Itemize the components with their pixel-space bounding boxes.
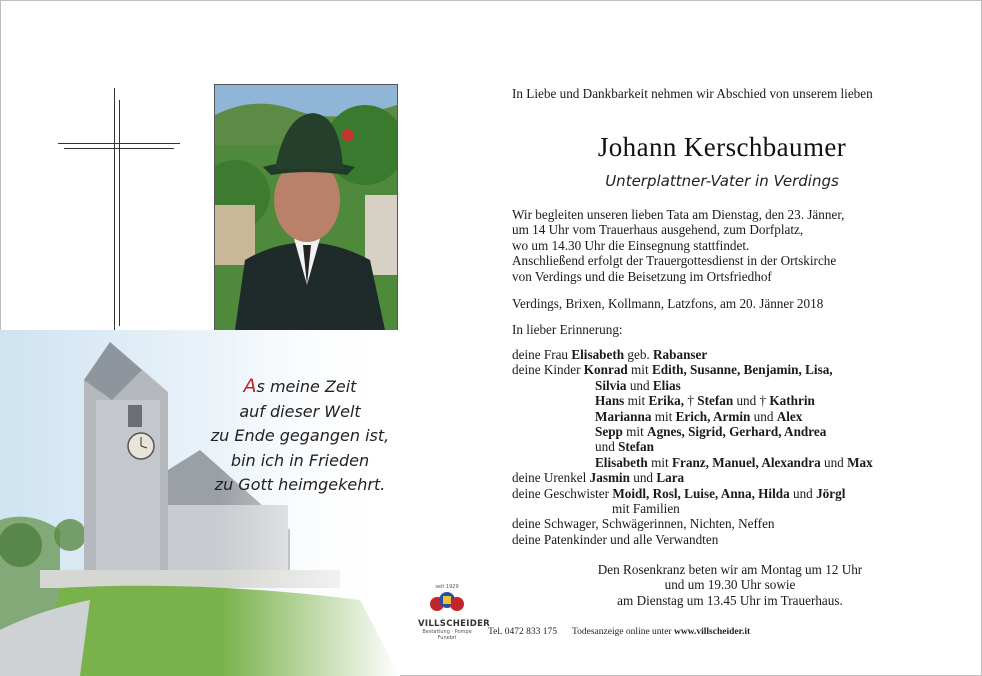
rosary-line: am Dienstag um 13.45 Uhr im Trauerhaus. — [617, 592, 843, 608]
family-line: Hans mit Erika, † Stefan und † Kathrin — [595, 393, 815, 409]
funeral-line: Wir begleiten unseren lieben Tata am Dienstag, den 23. Jänner, — [512, 207, 845, 222]
online-text: Todesanzeige online unter — [572, 627, 672, 637]
family-list — [512, 347, 932, 547]
rosary-info — [530, 562, 930, 608]
family-line-wife: deine Frau Elisabeth geb. Rabanser — [512, 347, 708, 362]
intro-text: In Liebe und Dankbarkeit nehmen wir Abschied von unserem lieben — [512, 86, 873, 101]
family-line: Marianna mit Erich, Armin und Alex — [595, 408, 803, 424]
logo-subtitle: Bestattung · Pompe Funebri — [422, 629, 472, 641]
poem-line-1: s meine Zeit — [256, 377, 357, 396]
deceased-role: Unterplattner-Vater in Verdings — [605, 172, 839, 190]
villscheider-logo — [418, 584, 491, 641]
logo-since: seit 1929 — [435, 584, 459, 590]
funeral-line: Anschließend erfolgt der Trauergottesdienst in der Ortskirche — [512, 253, 837, 269]
poem-line-4: bin ich in Frieden — [230, 450, 370, 470]
poem — [200, 374, 400, 498]
family-line: Silvia und Elias — [595, 377, 681, 393]
poem-line-5: zu Gott heimgekehrt. — [214, 475, 386, 494]
place-date: Verdings, Brixen, Kollmann, Latzfons, am 20. Jänner 2018 — [512, 296, 824, 311]
portrait-photo — [214, 84, 398, 331]
funeral-line: wo um 14.30 Uhr die Einsegnung stattfindet. — [512, 237, 750, 253]
funeral-info — [512, 207, 922, 284]
rosary-line: Den Rosenkranz beten wir am Montag um 12 Uhr — [597, 562, 863, 577]
family-line: Sepp mit Agnes, Sigrid, Gerhard, Andrea — [595, 424, 827, 440]
family-line: und Stefan — [595, 439, 654, 455]
family-line: Elisabeth mit Franz, Manuel, Alexandra und Max — [595, 454, 873, 470]
family-line-children: deine Kinder Konrad mit Edith, Susanne, Benjamin, Lisa, — [512, 362, 833, 378]
poem-line-3: zu Ende gegangen ist, — [210, 426, 390, 445]
family-line-godchildren: deine Patenkinder und alle Verwandten — [512, 531, 719, 547]
funeral-line: von Verdings und die Beisetzung im Ortsfriedhof — [512, 268, 772, 284]
rosary-line: und um 19.30 Uhr sowie — [664, 577, 796, 593]
telephone: Tel. 0472 833 175 — [488, 627, 557, 637]
memory-heading: In lieber Erinnerung: — [512, 322, 623, 337]
deceased-name: Johann Kerschbaumer — [597, 132, 847, 162]
family-line-greatgrandchildren: deine Urenkel Jasmin und Lara — [512, 470, 685, 486]
family-line-inlaws: deine Schwager, Schwägerinnen, Nichten, Neffen — [512, 516, 775, 532]
poem-initial: A — [243, 375, 257, 397]
funeral-line: um 14 Uhr vom Trauerhaus ausgehend, zum Dorfplatz, — [512, 222, 804, 238]
crest-icon — [427, 590, 467, 614]
family-line: mit Familien — [612, 501, 680, 517]
logo-brand: VILLSCHEIDER — [418, 619, 491, 629]
poem-line-2: auf dieser Welt — [239, 401, 361, 421]
online-notice — [572, 627, 750, 637]
website-link[interactable]: www.villscheider.it — [673, 627, 751, 637]
family-line-siblings: deine Geschwister Moidl, Rosl, Luise, Anna, Hilda und Jörgl — [512, 485, 846, 501]
